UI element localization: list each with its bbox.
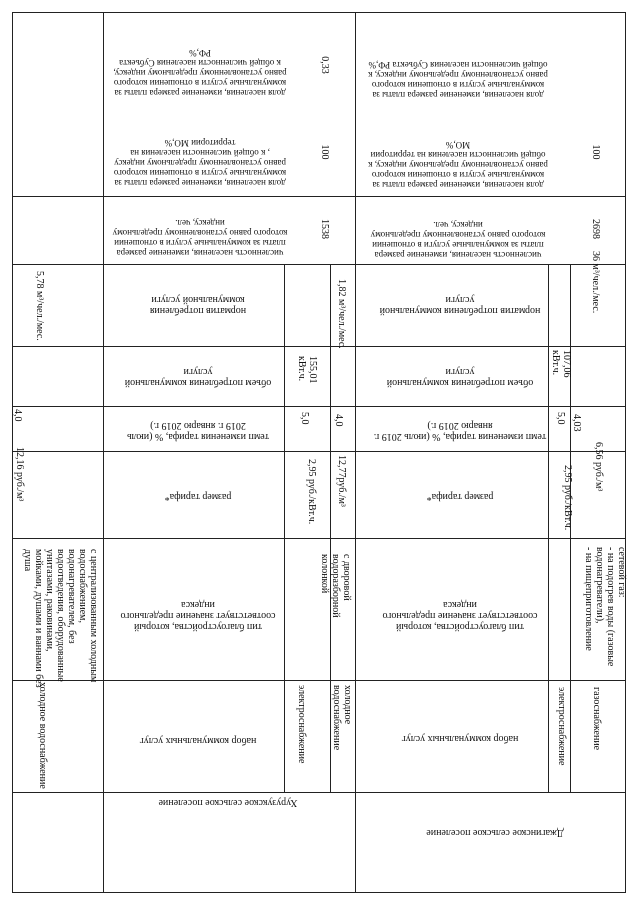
row-rate: 4,03	[571, 414, 582, 432]
table-rule	[12, 346, 626, 347]
header-tariff-rate: темп изменения тарифа, % (июль 2019 г. январю 2019 г.)	[127, 420, 269, 442]
header-population-count: численность населения, изменение размера платы за коммунальные услуги в отношении которого равно установленному предельному индексу, чел.	[112, 218, 288, 258]
table-rule	[12, 196, 626, 197]
table-rule	[355, 12, 356, 893]
row-rate: 4,0	[333, 414, 344, 427]
table-rule	[12, 264, 626, 265]
header-tariff-size: размер тарифа*	[164, 491, 232, 502]
row-improvement: с дворовой водоразборной колонкой	[319, 554, 352, 618]
table-rule	[12, 680, 626, 681]
header-share-mo: доля населения, изменение размера платы за коммунальные услуги в отношении которого равно установленному предельному индексу , к общей численности населения на территории МО,%	[113, 138, 287, 188]
row-improvement: сетевой газ: - на подогрев воды (газовые водонагреватели), - на пищеприготовление	[583, 547, 627, 667]
header-population-count: численность населения, изменение размера платы за коммунальные услуги в отношении которого равно установленному предельному индексу, чел.	[370, 220, 546, 260]
header-consumption-volume: объем потребления коммунальной услуги	[386, 366, 534, 388]
header-tariff-size: размер тарифа*	[426, 491, 494, 502]
table-rule	[12, 538, 626, 539]
row-norm: 36 м³/чел./мес.	[590, 251, 601, 314]
population-value: 2698	[590, 219, 601, 239]
row-tariff: 12,16 руб./м³	[14, 447, 25, 502]
row-norm: 5,78 м³/чел./мес.	[34, 271, 45, 341]
row-rate: 5,0	[299, 412, 310, 425]
row-service: холодное водоснабжение	[37, 682, 48, 789]
header-share-subject: доля населения, изменение размера платы за коммунальные услуги в отношении которого равно установленному предельному индексу, к общей численности населения Субъекта РФ,%	[368, 60, 548, 100]
header-consumption-norm: норматив потребления коммунальной услуги	[379, 294, 541, 316]
row-tariff: 2,95 руб./кВт.ч.	[562, 465, 573, 531]
share-mo-value: 100	[319, 144, 330, 160]
row-service: электроснабжение	[296, 685, 307, 764]
header-service-set: набор коммунальных услуг	[401, 733, 519, 744]
header-improvement-type: тип благоустройства, который соответствует значение предельного индекса	[120, 599, 276, 632]
row-improvement: с централизованным холодным водоснабжением, водонагревателем, без водоотведения, оборудованные унитазами, раковинами, мойками, душами и ваннами без душа	[22, 549, 99, 688]
share-mo-value: 100	[590, 144, 601, 160]
settlement-name: Хурузукское сельское поселение	[158, 797, 298, 808]
row-norm: 1,82 м³/чел./мес.	[336, 279, 347, 349]
population-value: 1538	[319, 219, 330, 239]
row-tariff: 12,77руб./м³	[336, 455, 347, 507]
header-share-subject: доля населения, изменение размера платы за коммунальные услуги в отношении которого равно установленному предельному индексу, к общей численности населения Субъекта РФ,%	[113, 48, 287, 98]
row-volume: 107,06 кВт.ч.	[550, 350, 572, 378]
table-rule	[12, 451, 626, 452]
header-consumption-norm: норматив потребления коммунальной услуги	[149, 294, 247, 316]
header-tariff-rate: темп изменения тарифа, % (июль 2019 г. январю 2019 г.)	[373, 420, 547, 442]
header-share-mo: доля населения, изменение размера платы за коммунальные услуги в отношении которого равно установленному предельному индексу, к общей численности населения на территории МО,%	[368, 140, 548, 190]
row-service: электроснабжение	[556, 687, 567, 766]
row-tariff: 6,56 руб./м³	[593, 442, 604, 492]
row-service: газоснабжение	[591, 687, 602, 751]
table-rule	[103, 12, 104, 893]
row-service: холодное водоснабжение	[331, 685, 353, 751]
row-rate: 5,0	[555, 412, 566, 425]
share-subject-value: 0,33	[319, 56, 330, 74]
row-rate: 4,0	[12, 409, 23, 422]
header-service-set: набор коммунальных услуг	[139, 735, 257, 746]
row-tariff: 2,95 руб./кВт.ч.	[306, 459, 317, 525]
settlement-name: Джагинское сельское поселение	[426, 827, 564, 838]
table-rule	[284, 264, 285, 792]
header-consumption-volume: объем потребления коммунальной услуги	[124, 366, 272, 388]
table-rule	[12, 406, 626, 407]
row-volume: 155,01 кВт.ч.	[296, 356, 318, 384]
header-improvement-type: тип благоустройства, который соответствует значение предельного индекса	[382, 599, 538, 632]
